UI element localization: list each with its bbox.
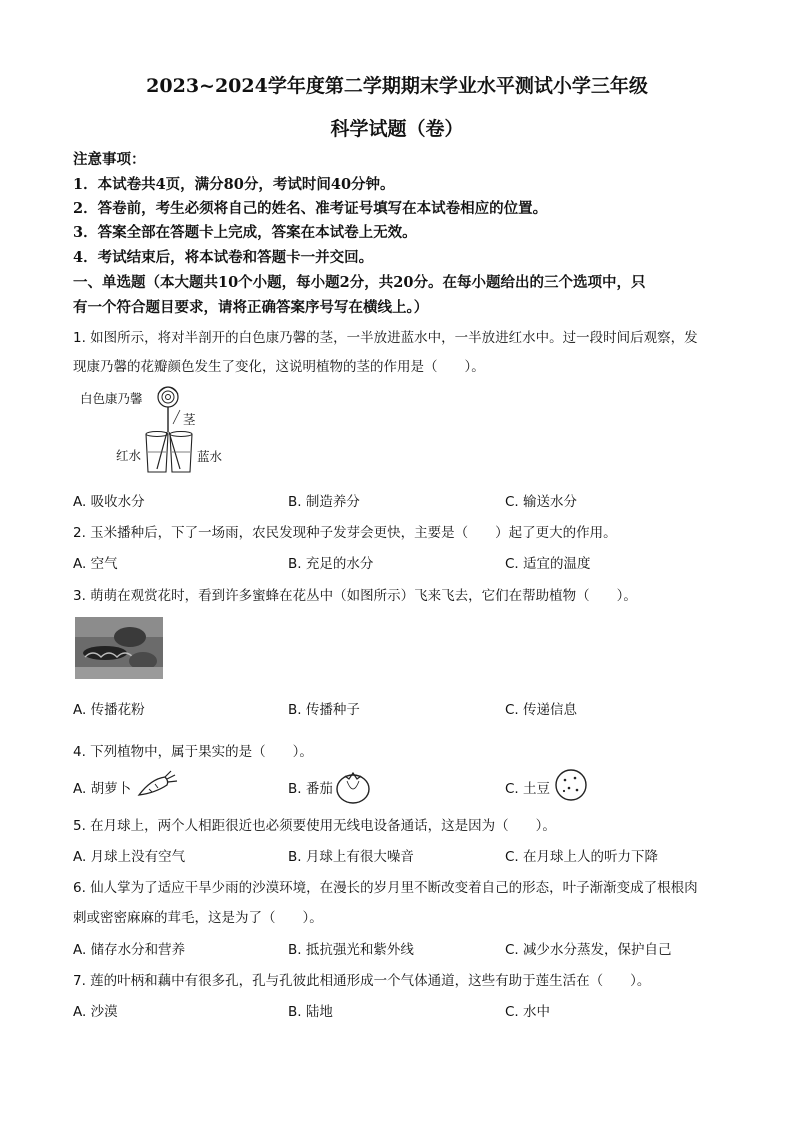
carnation-experiment-figure [140,384,200,479]
question-4-option-c[interactable]: C. 土豆 [505,781,551,797]
notice-heading: 注意事项： [73,151,146,168]
question-7-text: 7. 莲的叶柄和藕中有很多孔，孔与孔彼此相通形成一个气体通道，这些有助于莲生活在（ ）。 [73,973,651,989]
question-4-option-a[interactable]: A. 胡萝卜 [73,781,132,797]
notice-item: 2．答卷前，考生必须将自己的姓名、准考证号填写在本试卷相应的位置。 [73,200,548,217]
figure-label-red-water: 红水 [116,448,142,463]
potato-icon [553,767,589,803]
question-5-option-a[interactable]: A. 月球上没有空气 [73,849,186,865]
question-1-option-c[interactable]: C. 输送水分 [505,494,578,510]
question-5-text: 5. 在月球上，两个人相距很近也必须要使用无线电设备通话，这是因为（ ）。 [73,818,556,834]
question-7-option-a[interactable]: A. 沙漠 [73,1004,118,1020]
question-7-option-b[interactable]: B. 陆地 [288,1004,333,1020]
figure-label-blue-water: 蓝水 [197,449,223,464]
question-6-option-c[interactable]: C. 减少水分蒸发，保护自己 [505,942,672,958]
figure-label-flower: 白色康乃馨 [80,391,143,406]
notice-item: 3．答案全部在答题卡上完成，答案在本试卷上无效。 [73,224,417,241]
question-1-option-a[interactable]: A. 吸收水分 [73,494,145,510]
bee-photo-figure [75,617,163,679]
question-3-option-b[interactable]: B. 传播种子 [288,702,360,718]
question-6-text: 6. 仙人掌为了适应干旱少雨的沙漠环境，在漫长的岁月里不断改变着自己的形态，叶子渐渐变成了根根肉 [73,880,698,896]
question-4-text: 4. 下列植物中，属于果实的是（ ）。 [73,744,313,760]
question-2-option-c[interactable]: C. 适宜的温度 [505,556,591,572]
notice-item: 1．本试卷共4页，满分80分，考试时间40分钟。 [73,176,395,193]
question-2-option-a[interactable]: A. 空气 [73,556,118,572]
section-heading-cont: 有一个符合题目要求，请将正确答案序号写在横线上。） [73,299,429,316]
question-4-option-b[interactable]: B. 番茄 [288,781,333,797]
question-6-text-cont: 刺或密密麻麻的茸毛，这是为了（ ）。 [73,910,323,926]
question-1-option-b[interactable]: B. 制造养分 [288,494,360,510]
notice-item: 4．考试结束后，将本试卷和答题卡一并交回。 [73,249,374,266]
page-subtitle: 科学试题（卷） [330,118,464,140]
page-title: 2023~2024学年度第二学期期末学业水平测试小学三年级 [146,75,648,97]
question-1-text: 1. 如图所示，将对半剖开的白色康乃馨的茎，一半放进蓝水中，一半放进红水中。过一段时间后观察，发 [73,330,698,346]
question-5-option-b[interactable]: B. 月球上有很大噪音 [288,849,414,865]
question-7-option-c[interactable]: C. 水中 [505,1004,551,1020]
tomato-icon [333,767,373,805]
question-3-option-c[interactable]: C. 传递信息 [505,702,578,718]
question-6-option-b[interactable]: B. 抵抗强光和紫外线 [288,942,414,958]
question-5-option-c[interactable]: C. 在月球上人的听力下降 [505,849,659,865]
question-6-option-a[interactable]: A. 储存水分和营养 [73,942,186,958]
question-1-text-cont: 现康乃馨的花瓣颜色发生了变化，这说明植物的茎的作用是（ ）。 [73,359,485,375]
question-2-text: 2. 玉米播种后，下了一场雨，农民发现种子发芽会更快，主要是（ ）起了更大的作用。 [73,525,617,541]
carrot-icon [135,769,179,803]
question-3-text: 3. 萌萌在观赏花时，看到许多蜜蜂在花丛中（如图所示）飞来飞去，它们在帮助植物（ ）。 [73,588,637,604]
question-3-option-a[interactable]: A. 传播花粉 [73,702,145,718]
figure-label-stem: 茎 [183,412,196,427]
question-2-option-b[interactable]: B. 充足的水分 [288,556,374,572]
section-heading: 一、单选题（本大题共10个小题，每小题2分，共20分。在每小题给出的三个选项中，只 [73,274,646,291]
